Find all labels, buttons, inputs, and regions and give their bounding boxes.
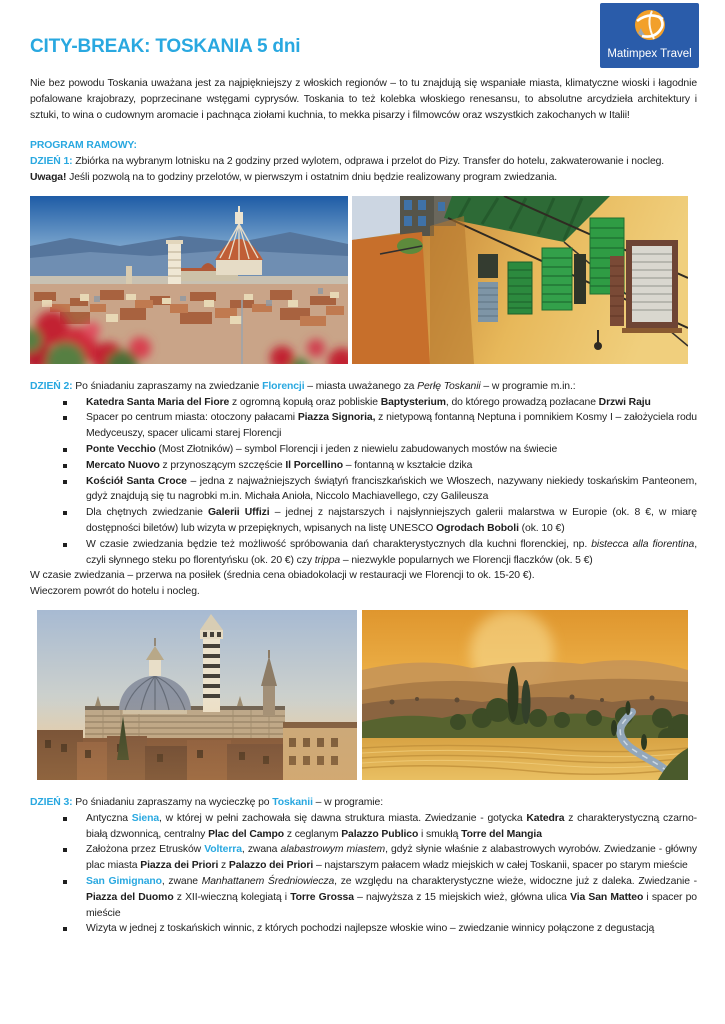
text-segment: (Most Złotników) – symbol Florencji i jeden z niewielu zabudowanych mostów na świecie [155, 443, 558, 455]
text-segment: Piazza Signoria, [297, 412, 376, 424]
photo-siena-cathedral [37, 610, 357, 780]
text-segment: Manhattanem Średniowiecza [201, 875, 335, 887]
text-segment: – jednej z najstarszych i najsłynniejszych galerii malarstwa w Europie (ok. 8 €, w miarę dostępności biletów) lub wizyta w przepięknych, wpisanych na listę UNESCO [86, 507, 697, 534]
intro-paragraph: Nie bez powodu Toskania uważana jest za najpiękniejszy z włoskich regionów – to tu znajdują się wspaniałe miasta, klimatyczne wioski i łagodnie pofalowane krajobrazy, poprzecinane wstęgami cyprysów. Toskania to też kolebka włoskiego renesansu, to absolutne arcydzieła architektury i sztuki, to wina o cudownym aromacie i pachnąca ziołami kuchnia, to mekka pisarzy i filmowców oraz wszystkich zakochanych w Italii! [30, 78, 697, 121]
text-segment: trippa [314, 554, 341, 566]
text-segment: Katedra [526, 812, 565, 824]
bullet-item [30, 505, 697, 537]
text-segment: z [218, 860, 229, 872]
text-segment: Wizyta w jednej z toskańskich winnic, z których pochodzi najlepsze włoskie wino – zwiedzanie winnicy połączone z degustacją [86, 923, 655, 935]
text-segment: , do którego prowadzą pozłacane [445, 396, 599, 408]
logo-brand-text: Matimpex Travel [607, 48, 692, 60]
day3-heading [30, 795, 697, 811]
text-segment: , gdyż słynie właśnie z alabastrowych wyrobów. Zwiedzanie - główny plac miasta [86, 844, 697, 872]
globe-icon [628, 3, 672, 47]
bullet-item [30, 842, 697, 874]
text-segment: i smukłą [418, 828, 462, 840]
day2-heading [30, 379, 697, 395]
text-segment: Torre del Mangia [461, 828, 542, 840]
text-segment: Uwaga! [30, 171, 67, 183]
text-segment: – fontanną w kształcie dzika [342, 459, 473, 471]
text-segment: – niezwykle popularnych we Florencji flaczków (ok. 5 €) [340, 554, 593, 566]
day1-note [30, 170, 697, 186]
text-segment: Katedra Santa Maria del Fiore [86, 396, 230, 408]
company-logo [600, 3, 699, 68]
bullet-item [30, 811, 697, 843]
text-segment: i spacer po mieście [86, 891, 697, 919]
bullet-item [30, 537, 697, 569]
page-title: CITY-BREAK: TOSKANIA 5 dni [30, 36, 301, 57]
text-segment: – jedna z najważniejszych świątyń franciszkańskich we Włoszech, nazywany niekiedy toskańskim Panteonem, gdyż znajdują się tu nagrobki m.in. Michała Anioła, Niccolo Machiavellego, czy Galileusza [86, 475, 697, 503]
text-segment: Volterra [204, 844, 242, 856]
bullet-item [30, 874, 697, 921]
text-segment: Mercato Nuovo [86, 459, 160, 471]
day1-paragraph [30, 154, 697, 170]
photo-row-2 [30, 610, 697, 780]
text-segment: Po śniadaniu zapraszamy na wycieczkę po [72, 796, 273, 808]
text-segment: Drzwi Raju [598, 396, 651, 408]
text-segment: Zbiórka na wybranym lotnisku na 2 godziny przed wylotem, odprawa i przelot do Pizy. Transfer do hotelu, zakwaterowanie i nocleg. [72, 156, 665, 168]
day2-outro-2: Wieczorem powrót do hotelu i nocleg. [30, 586, 200, 598]
day2-outro: W czasie zwiedzania – przerwa na posiłek (średnia cena obiadokolacji w restauracji we Florencji to ok. 15-20 €). [30, 570, 535, 582]
text-segment: Antyczna [86, 812, 132, 824]
text-segment: San Gimignano [86, 875, 162, 887]
text-segment: , zwane [161, 875, 202, 887]
bullet-item [30, 921, 697, 937]
text-segment: Ponte Vecchio [86, 443, 156, 455]
text-segment: Piazza dei Priori [140, 860, 219, 872]
text-segment: Siena [131, 812, 160, 824]
text-segment: (ok. 10 €) [518, 522, 565, 534]
text-segment: – w programie: [312, 796, 383, 808]
text-segment: DZIEŃ 3: [30, 796, 73, 808]
text-segment: , zwana [241, 844, 281, 856]
text-segment: z przynoszącym szczęście [159, 459, 286, 471]
text-segment: Palazzo dei Priori [228, 860, 314, 872]
text-segment: Piazza del Duomo [86, 891, 174, 903]
text-segment: Toskanii [272, 796, 313, 808]
text-segment: bistecca alla fiorentina [591, 538, 695, 550]
text-segment: Dla chętnych zwiedzanie [86, 507, 208, 519]
bullet-item [30, 410, 697, 442]
text-segment: DZIEŃ 2: [30, 380, 73, 392]
text-segment: – miasta uważanego za [304, 380, 418, 392]
text-segment: Via San Matteo [570, 891, 644, 903]
photo-tuscany-sunset-landscape [362, 610, 688, 780]
text-segment: Galerii Uffizi [207, 507, 270, 519]
text-segment: – najwyższa z 15 miejskich wież, główna ulica [353, 891, 571, 903]
text-segment: Il Porcellino [285, 459, 343, 471]
text-segment: Po śniadaniu zapraszamy na zwiedzanie [72, 380, 263, 392]
text-segment: alabastrowym miastem [280, 844, 386, 856]
bullet-item [30, 395, 697, 411]
text-segment: z nietypową fontanną Neptuna i pomnikiem Kosmy I – założyciela rodu Medyceuszy, spacer ulicami starej Florencji [86, 412, 697, 440]
text-segment: z XII-wieczną kolegiatą i [173, 891, 291, 903]
text-segment: Perłę Toskanii [417, 380, 481, 392]
text-segment: – najstarszym pałacem władz miejskich w całej Toskanii, spacer po starym mieście [313, 860, 688, 872]
bullet-item [30, 442, 697, 458]
text-segment: W czasie zwiedzania będzie też możliwość spróbowania dań charakterystycznych dla kuchni florenckiej, np. [86, 538, 592, 550]
text-segment: , ze względu na charakterystyczne wieże, widoczne już z daleka. Zwiedzanie - [334, 875, 697, 887]
text-segment: Torre Grossa [290, 891, 354, 903]
day3-bullet-list [30, 811, 697, 937]
bullet-item [30, 458, 697, 474]
text-segment: Plac del Campo [208, 828, 285, 840]
text-segment: Założona przez Etrusków [86, 844, 205, 856]
photo-row-1 [30, 196, 697, 364]
text-segment: z ogromną kopułą oraz pobliskie [229, 396, 381, 408]
text-segment: Palazzo Publico [341, 828, 419, 840]
photo-italian-street-shutters [352, 196, 688, 364]
text-segment: Spacer po centrum miasta: otoczony pałacami [86, 412, 298, 424]
text-segment: Ogrodach Boboli [436, 522, 519, 534]
text-segment: Florencji [262, 380, 305, 392]
text-segment: z ceglanym [284, 828, 342, 840]
text-segment: Kościół Santa Croce [86, 475, 187, 487]
text-segment: z charakterystyczną czarno-białą dzwonnicą, centralny [86, 812, 697, 840]
text-segment: Baptysterium [380, 396, 446, 408]
bullet-item [30, 474, 697, 506]
text-segment: DZIEŃ 1: [30, 156, 73, 168]
text-segment: , w której w pełni zachowała się dawna struktura miasta. Zwiedzanie - gotycka [159, 812, 527, 824]
program-header: PROGRAM RAMOWY: [30, 140, 137, 152]
photo-florence-panorama [30, 196, 348, 364]
text-segment: Jeśli pozwolą na to godziny przelotów, w pierwszym i ostatnim dniu będzie realizowany program zwiedzania. [66, 171, 558, 183]
text-segment: , czyli słynnego steku po florentyńsku (ok. 20 €) czy [86, 538, 697, 566]
text-segment: – w programie m.in.: [480, 380, 576, 392]
day2-bullet-list [30, 395, 697, 569]
